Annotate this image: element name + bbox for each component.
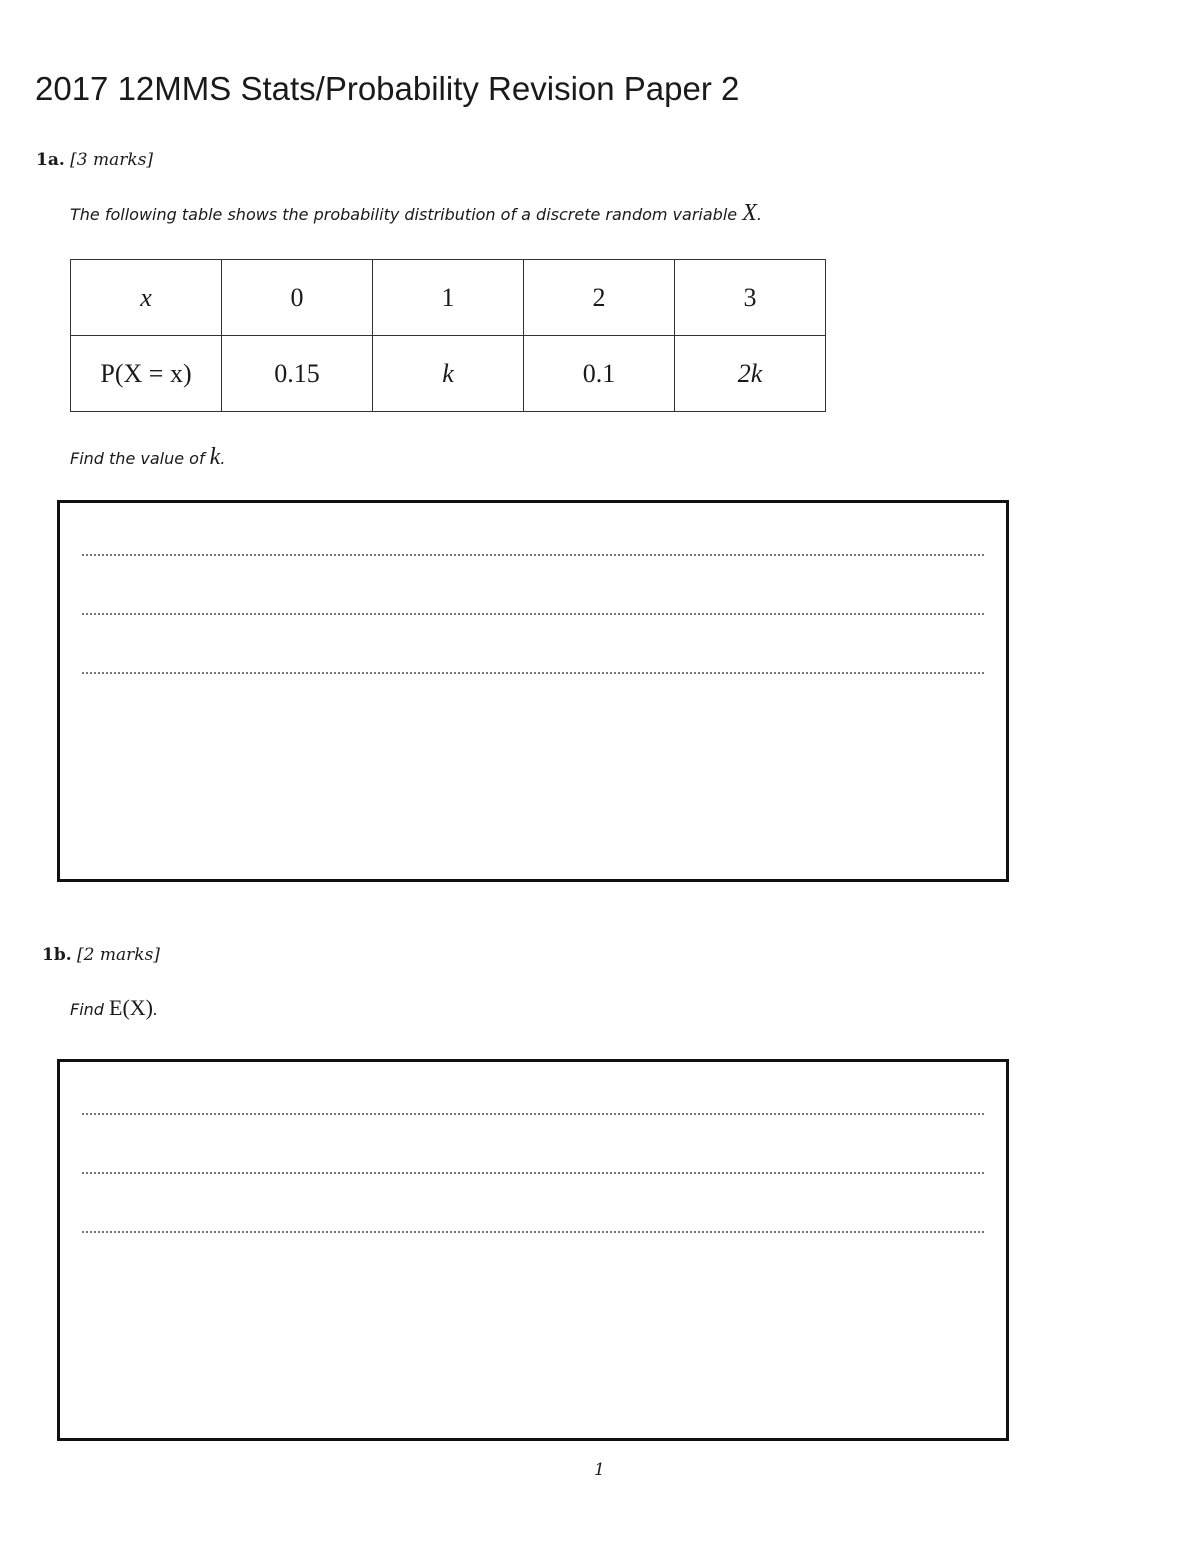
question-marks: [2 marks] (77, 945, 160, 965)
question-number: 1b. (42, 945, 72, 965)
prompt-text: Find (70, 1000, 110, 1019)
table-cell: 1 (373, 260, 524, 336)
answer-line (82, 1113, 984, 1115)
question-marks: [3 marks] (70, 150, 154, 170)
answer-line (82, 1231, 984, 1233)
table-cell: 0.1 (524, 336, 675, 412)
answer-line (82, 672, 984, 674)
intro-end: . (756, 205, 762, 224)
prompt-end: . (153, 1000, 159, 1019)
table-cell: k (373, 336, 524, 412)
table-cell: 2k (675, 336, 826, 412)
table-cell: 3 (675, 260, 826, 336)
question-1b-header (42, 945, 160, 965)
answer-line (82, 1172, 984, 1174)
prompt-text: Find the value of (70, 449, 210, 468)
unknown-symbol: k (209, 444, 221, 470)
answer-box-1b[interactable] (57, 1059, 1009, 1441)
intro-text: The following table shows the probability distribution of a discrete random variable (70, 205, 743, 224)
table-cell-header: x (71, 260, 222, 336)
table-row-probabilities (71, 336, 826, 412)
table-cell: 0 (222, 260, 373, 336)
expectation-symbol: E(X) (109, 995, 154, 1020)
prompt-end: . (220, 449, 226, 468)
random-variable-symbol: X (742, 200, 757, 226)
table-cell: 2 (524, 260, 675, 336)
table-cell: 0.15 (222, 336, 373, 412)
question-1b-prompt (70, 995, 158, 1021)
page-number: 1 (594, 1460, 605, 1480)
question-1a-header (36, 150, 153, 170)
probability-distribution-table (70, 259, 826, 412)
table-cell-header: P(X = x) (71, 336, 222, 412)
answer-line (82, 554, 984, 556)
page-title: 2017 12MMS Stats/Probability Revision Paper 2 (35, 70, 740, 107)
answer-line (82, 613, 984, 615)
question-number: 1a. (36, 150, 65, 170)
answer-box-1a[interactable] (57, 500, 1009, 882)
question-1a-intro (70, 200, 762, 227)
table-row-x-values (71, 260, 826, 336)
question-1a-prompt (70, 444, 225, 471)
